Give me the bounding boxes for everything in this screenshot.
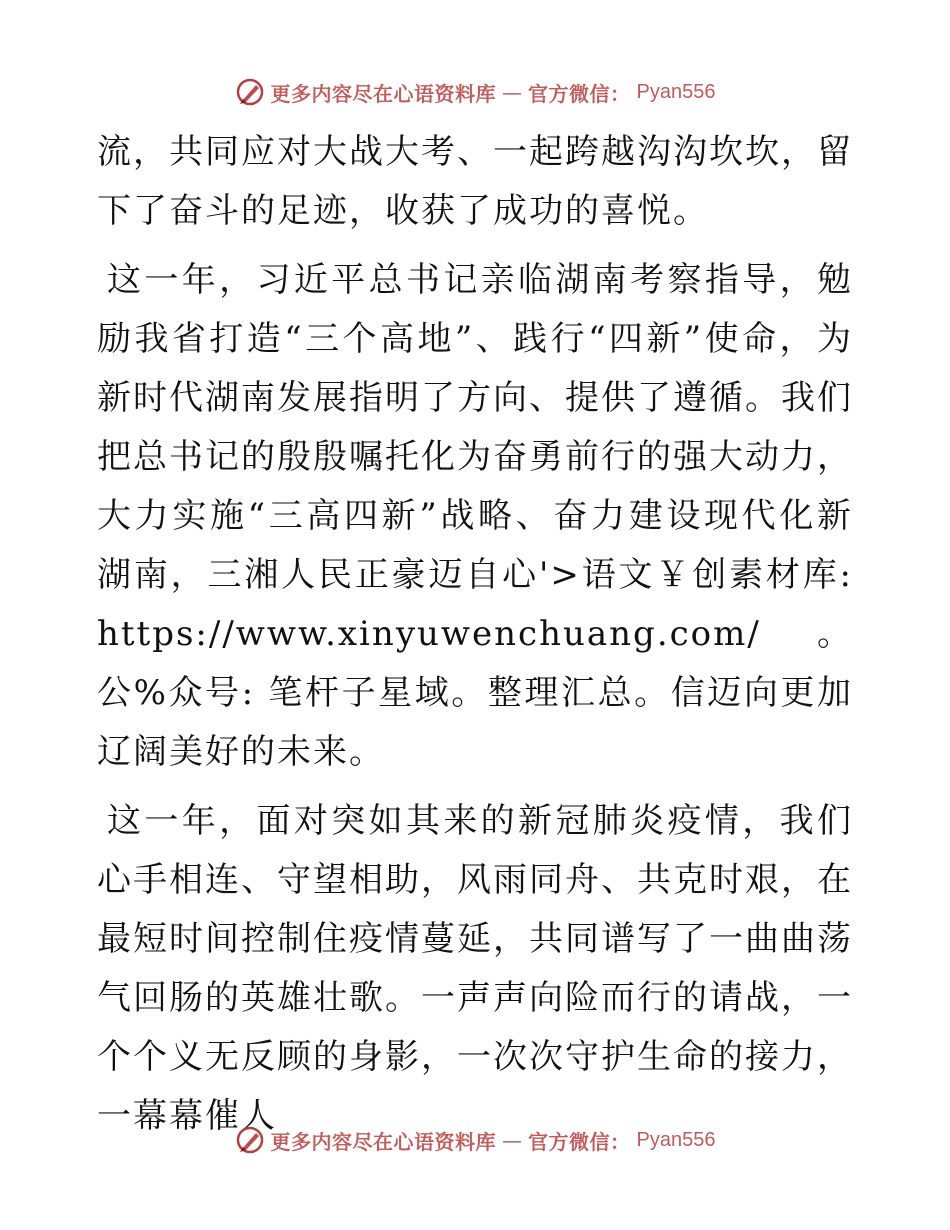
footer-wechat-handle: Pyan556 — [636, 1128, 716, 1151]
paragraph-3: 这一年，面对突如其来的新冠肺炎疫情，我们心手相连、守望相助，风雨同舟、共克时艰，在最短时间控制住疫情蔓延，共同谱写了一曲曲荡气回肠的英雄壮歌。一声声向险而行的请战，一个个义无反顾的身影，一次次守护生命的接力，一幕幕催人 — [97, 801, 853, 1136]
header-banner — [0, 72, 950, 112]
footer-banner — [0, 1120, 950, 1160]
footer-banner-text: 更多内容尽在心语资料库 — [270, 1129, 497, 1154]
header-wechat-label: 官方微信： — [528, 81, 631, 106]
header-banner-text: 更多内容尽在心语资料库 — [270, 81, 497, 106]
header-wechat-handle: Pyan556 — [636, 80, 716, 103]
document-body — [97, 123, 853, 1156]
header-banner-separator: — — [502, 80, 523, 104]
footer-wechat-label: 官方微信： — [528, 1129, 631, 1154]
paragraph-2: 这一年，习近平总书记亲临湖南考察指导，勉励我省打造“三个高地”、践行“四新”使命，为新时代湖南发展指明了方向、提供了遵循。我们把总书记的殷殷嘱托化为奋勇前行的强大动力，大力实施“三高四新”战略、奋力建设现代化新湖南，三湘人民正豪迈自心'>语文￥创素材库: https://www.xinyuwenchuang.com/。公%众号: 笔杆子星域。整理汇总。信迈向更加辽阔美好的未来。 — [97, 260, 853, 772]
paragraph-1: 流，共同应对大战大考、一起跨越沟沟坎坎，留下了奋斗的足迹，收获了成功的喜悦。 — [97, 132, 853, 231]
pen-logo-icon — [235, 77, 265, 107]
pen-logo-icon — [235, 1125, 265, 1155]
footer-banner-separator: — — [502, 1128, 523, 1152]
